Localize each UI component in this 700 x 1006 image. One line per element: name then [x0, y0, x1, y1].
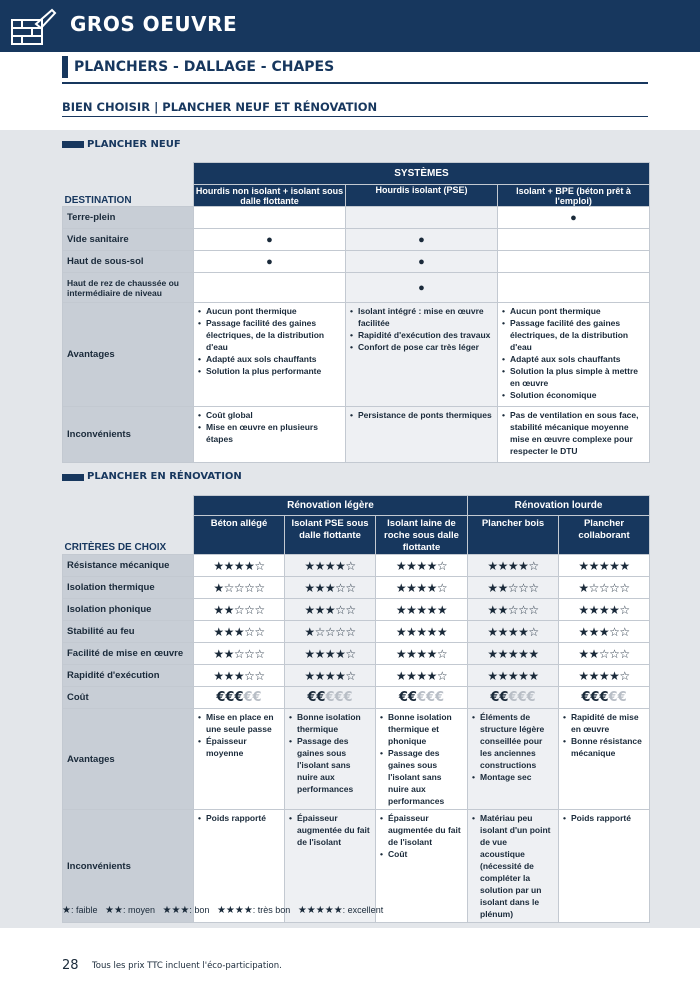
list-item: • Rapidité de mise en œuvre [563, 711, 645, 735]
star-rating: ★★☆☆☆ [194, 643, 285, 665]
row-label: Coût [63, 687, 194, 709]
star-rating: ★★★★★ [376, 621, 468, 643]
legend-stars: ★★★★★ [297, 905, 343, 916]
list-item: • Passage des gaines sous l'isolant sans nuire aux performances [289, 735, 371, 795]
mark-cell: ● [346, 273, 498, 303]
list-item: • Matériau peu isolant d'un point de vue acoustique (nécessité de compléter la solution par un isolant dans le plénum) [472, 812, 554, 920]
list-item: • Solution économique [502, 389, 645, 401]
star-rating: ★★★★☆ [285, 555, 376, 577]
row-label: Terre-plein [63, 207, 194, 229]
section-title: BIEN CHOISIR | PLANCHER NEUF ET RÉNOVATION [62, 100, 378, 114]
cost-rating: €€€€€ [194, 687, 285, 709]
star-rating: ★★★☆☆ [194, 665, 285, 687]
list-item: • Passage facilité des gaines électriques, de la distribution d'eau [198, 317, 341, 353]
row-label: Avantages [63, 303, 194, 407]
systems-header: SYSTÈMES [194, 163, 650, 185]
page-title: GROS OEUVRE [70, 12, 238, 36]
tag-plancher-renovation: PLANCHER EN RÉNOVATION [87, 471, 242, 482]
list-item: • Bonne isolation thermique et phonique [380, 711, 463, 747]
bullet-list [285, 709, 375, 797]
bullet-list [346, 407, 497, 423]
mark-cell [498, 273, 650, 303]
legend-label: : très bon [252, 905, 291, 915]
column-header: Hourdis isolant (PSE) [346, 185, 498, 207]
star-rating: ★★★★★ [376, 599, 468, 621]
list-item: • Bonne isolation thermique [289, 711, 371, 735]
bullet-list [559, 810, 649, 826]
bullet-list [498, 407, 649, 459]
list-item: • Aucun pont thermique [502, 305, 645, 317]
legend-label: : bon [189, 905, 210, 915]
legend-label: : moyen [122, 905, 155, 915]
divider [62, 82, 648, 84]
legend-stars: ★★★ [162, 905, 190, 916]
list-item: • Mise en œuvre en plusieurs étapes [198, 421, 341, 445]
list-item: • Passage facilité des gaines électriques, de la distribution d'eau [502, 317, 645, 353]
list-item: • Montage sec [472, 771, 554, 783]
star-rating: ★★★★★ [559, 555, 650, 577]
list-item: • Poids rapporté [198, 812, 280, 824]
list-item: • Rapidité d'exécution des travaux [350, 329, 493, 341]
star-rating: ★★★☆☆ [194, 621, 285, 643]
list-item: • Aucun pont thermique [198, 305, 341, 317]
legend-label: : faible [70, 905, 98, 915]
row-label: Haut de rez de chaussée ou intermédiaire de niveau [63, 273, 194, 303]
legend-stars: ★★ [105, 905, 123, 916]
footnote: Tous les prix TTC incluent l'éco-participation. [92, 961, 282, 971]
list-item: • Passage des gaines sous l'isolant sans nuire aux performances [380, 747, 463, 807]
bullet-list [498, 303, 649, 403]
list-item: • Solution la plus performante [198, 365, 341, 377]
row-label: Stabilité au feu [63, 621, 194, 643]
star-rating: ★★☆☆☆ [194, 599, 285, 621]
mark-cell: ● [194, 251, 346, 273]
list-item: • Épaisseur moyenne [198, 735, 280, 759]
list-item: • Adapté aux sols chauffants [198, 353, 341, 365]
mark-cell: ● [498, 207, 650, 229]
cost-rating: €€€€€ [376, 687, 468, 709]
list-item: • Mise en place en une seule passe [198, 711, 280, 735]
group-header-light: Rénovation légère [194, 496, 468, 516]
row-label: Vide sanitaire [63, 229, 194, 251]
star-rating: ★★★★★ [468, 643, 559, 665]
page-header [0, 0, 700, 52]
column-header: Isolant PSE sous dalle flottante [285, 516, 376, 555]
star-rating: ★★☆☆☆ [468, 577, 559, 599]
bullet-list [468, 810, 558, 922]
bullet-list [468, 709, 558, 785]
row-label: Inconvénients [63, 810, 194, 923]
row-label: Isolation phonique [63, 599, 194, 621]
column-header: Isolant laine de roche sous dalle flottante [376, 516, 468, 555]
tag-plancher-neuf: PLANCHER NEUF [87, 139, 181, 150]
star-rating: ★★★☆☆ [285, 577, 376, 599]
cost-rating: €€€€€ [285, 687, 376, 709]
mark-cell: ● [194, 229, 346, 251]
legend-stars: ★ [62, 905, 71, 916]
subtitle-bar [62, 56, 68, 78]
list-item: • Bonne résistance mécanique [563, 735, 645, 759]
star-rating: ★★★★☆ [376, 555, 468, 577]
star-rating: ★☆☆☆☆ [559, 577, 650, 599]
bullet-list [194, 709, 284, 761]
mark-cell [194, 207, 346, 229]
star-rating: ★★★★☆ [468, 621, 559, 643]
star-rating: ★★★★☆ [376, 665, 468, 687]
legend-stars: ★★★★ [216, 905, 253, 916]
mark-cell [498, 251, 650, 273]
row-label: Rapidité d'exécution [63, 665, 194, 687]
cost-rating: €€€€€ [468, 687, 559, 709]
star-rating: ★★☆☆☆ [468, 599, 559, 621]
list-item: • Coût global [198, 409, 341, 421]
list-item: • Épaisseur augmentée du fait de l'isolant [289, 812, 371, 848]
bullet-list [285, 810, 375, 850]
mark-cell [498, 229, 650, 251]
star-rating: ★★★★☆ [468, 555, 559, 577]
star-rating: ★★★★☆ [376, 577, 468, 599]
star-rating: ★★★☆☆ [559, 621, 650, 643]
rating-legend [62, 905, 383, 916]
bullet-list [376, 810, 467, 862]
bullet-list [346, 303, 497, 355]
row-label: Haut de sous-sol [63, 251, 194, 273]
list-item: • Éléments de structure légère conseillée pour les anciennes constructions [472, 711, 554, 771]
star-rating: ★★★★★ [468, 665, 559, 687]
mark-cell: ● [346, 229, 498, 251]
bullet-list [194, 407, 345, 447]
divider [62, 116, 648, 117]
star-rating: ★★★★☆ [559, 599, 650, 621]
mark-cell [194, 273, 346, 303]
criteria-header: CRITÈRES DE CHOIX [63, 496, 194, 555]
bullet-list [376, 709, 467, 809]
group-header-heavy: Rénovation lourde [468, 496, 650, 516]
row-label: Inconvénients [63, 407, 194, 463]
subtitle: PLANCHERS - DALLAGE - CHAPES [74, 59, 335, 75]
destination-header: DESTINATION [63, 163, 194, 207]
cost-rating: €€€€€ [559, 687, 650, 709]
star-rating: ★★★★☆ [559, 665, 650, 687]
list-item: • Solution la plus simple à mettre en œuvre [502, 365, 645, 389]
column-header: Plancher bois [468, 516, 559, 555]
bullet-list [194, 810, 284, 826]
bullet-list [559, 709, 649, 761]
column-header: Plancher collaborant [559, 516, 650, 555]
bullet-list [194, 303, 345, 379]
column-header: Isolant + BPE (béton prêt à l'emploi) [498, 185, 650, 207]
list-item: • Épaisseur augmentée du fait de l'isolant [380, 812, 463, 848]
star-rating: ★★★★☆ [285, 665, 376, 687]
list-item: • Poids rapporté [563, 812, 645, 824]
list-item: • Coût [380, 848, 463, 860]
list-item: • Persistance de ponts thermiques [350, 409, 493, 421]
star-rating: ★★★★☆ [194, 555, 285, 577]
page-number: 28 [62, 958, 79, 973]
legend-label: : excellent [342, 905, 384, 915]
row-label: Facilité de mise en œuvre [63, 643, 194, 665]
star-rating: ★☆☆☆☆ [194, 577, 285, 599]
list-item: • Confort de pose car très léger [350, 341, 493, 353]
trowel-wall-icon [8, 6, 58, 48]
row-label: Résistance mécanique [63, 555, 194, 577]
tag-bar [62, 141, 84, 148]
table-plancher-renovation [62, 495, 650, 923]
mark-cell: ● [346, 251, 498, 273]
list-item: • Pas de ventilation en sous face, stabilité mécanique moyenne mise en œuvre complexe pour respecter le DTU [502, 409, 645, 457]
star-rating: ★★★★☆ [376, 643, 468, 665]
list-item: • Isolant intégré : mise en œuvre facilitée [350, 305, 493, 329]
tag-bar [62, 474, 84, 481]
row-label: Isolation thermique [63, 577, 194, 599]
column-header: Béton allégé [194, 516, 285, 555]
column-header: Hourdis non isolant + isolant sous dalle flottante [194, 185, 346, 207]
star-rating: ★★☆☆☆ [559, 643, 650, 665]
row-label: Avantages [63, 709, 194, 810]
table-plancher-neuf [62, 162, 650, 463]
mark-cell [346, 207, 498, 229]
star-rating: ★★★☆☆ [285, 599, 376, 621]
star-rating: ★★★★☆ [285, 643, 376, 665]
list-item: • Adapté aux sols chauffants [502, 353, 645, 365]
star-rating: ★☆☆☆☆ [285, 621, 376, 643]
